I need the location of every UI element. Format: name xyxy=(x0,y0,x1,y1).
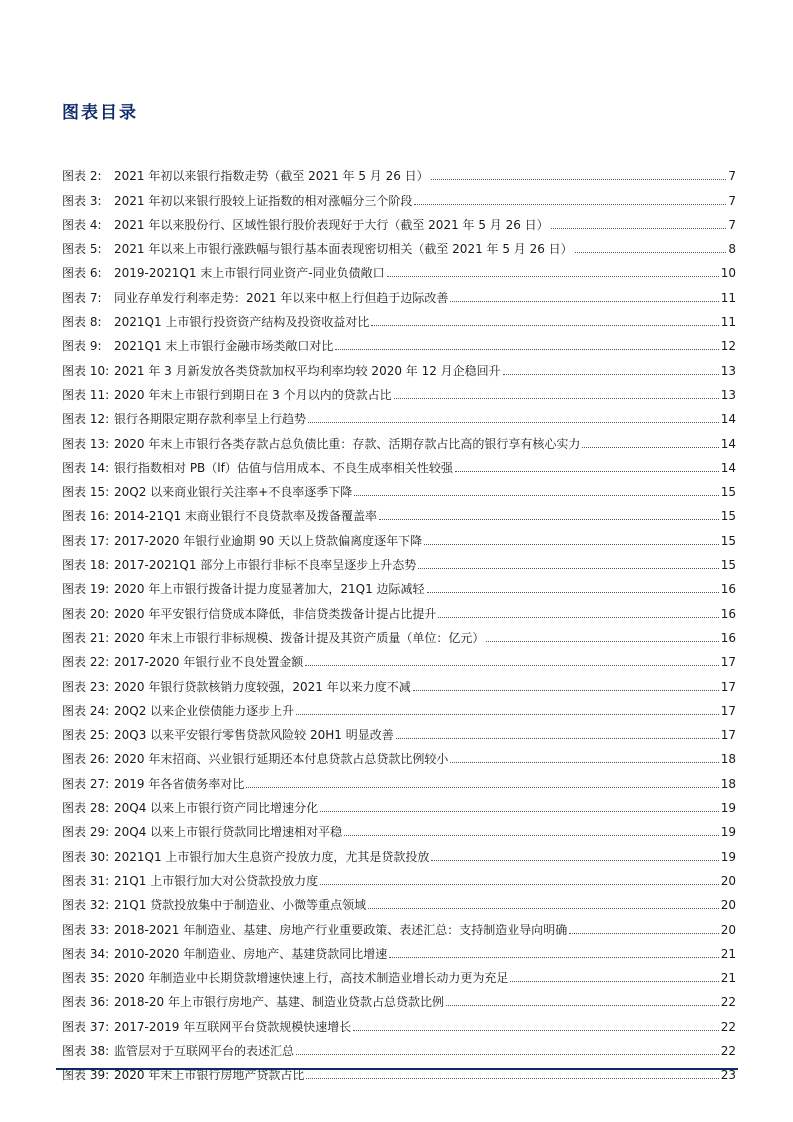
toc-entry-title: 2021Q1 末上市银行金融市场类敞口对比 xyxy=(114,339,334,354)
toc-entry-label: 图表 7: xyxy=(62,290,102,305)
toc-entry-page: 15 xyxy=(720,533,736,548)
toc-entry-title: 2017-2020 年银行业逾期 90 天以上贷款偏离度逐年下降 xyxy=(114,533,423,548)
toc-entry-label: 图表 9: xyxy=(62,339,102,354)
toc-entry-page: 16 xyxy=(720,606,736,621)
toc-entry-page: 23 xyxy=(720,1068,736,1083)
toc-entry-page: 15 xyxy=(720,485,736,500)
toc-entry-label: 图表 20: xyxy=(62,606,110,621)
toc-entry-title: 2021 年 3 月新发放各类贷款加权平均利率均较 2020 年 12 月企稳回升 xyxy=(114,363,501,378)
toc-entry-page: 22 xyxy=(720,995,736,1010)
toc-dot-leader xyxy=(320,883,719,885)
toc-entry-title: 20Q2 以来企业偿债能力逐步上升 xyxy=(114,703,295,718)
toc-dot-leader xyxy=(320,810,719,812)
toc-entry-page: 17 xyxy=(720,655,736,670)
toc-entry-title: 2017-2020 年银行业不良处置金额 xyxy=(114,655,304,670)
toc-entry[interactable] xyxy=(62,742,736,766)
toc-entry-page: 17 xyxy=(720,679,736,694)
toc-entry-label: 图表 15: xyxy=(62,485,110,500)
toc-entry-page: 7 xyxy=(728,169,736,184)
toc-entry-page: 16 xyxy=(720,582,736,597)
toc-entry[interactable] xyxy=(62,572,736,596)
toc-entry-label: 图表 24: xyxy=(62,703,110,718)
toc-entry-label: 图表 26: xyxy=(62,752,110,767)
toc-dot-leader xyxy=(446,1004,719,1006)
toc-dot-leader xyxy=(438,616,718,618)
toc-dot-leader xyxy=(414,203,726,205)
toc-entry-page: 19 xyxy=(720,849,736,864)
toc-entry-page: 19 xyxy=(720,801,736,816)
toc-entry-page: 21 xyxy=(720,971,736,986)
toc-dot-leader xyxy=(353,1029,718,1031)
toc-entry-label: 图表 25: xyxy=(62,728,110,743)
toc-entry[interactable] xyxy=(62,159,736,183)
toc-entry-label: 图表 36: xyxy=(62,995,110,1010)
toc-entry-title: 2021 年初以来银行指数走势（截至 2021 年 5 月 26 日） xyxy=(114,169,429,184)
toc-entry-page: 20 xyxy=(720,898,736,913)
toc-entry-page: 15 xyxy=(720,558,736,573)
toc-entry-page: 7 xyxy=(728,193,736,208)
toc-entry-label: 图表 2: xyxy=(62,169,102,184)
toc-entry[interactable] xyxy=(62,329,736,353)
toc-entry-title: 监管层对于互联网平台的表述汇总 xyxy=(114,1043,295,1058)
toc-entry-label: 图表 35: xyxy=(62,971,110,986)
toc-entry[interactable] xyxy=(62,1034,736,1058)
toc-entry[interactable] xyxy=(62,1058,736,1082)
toc-entry[interactable] xyxy=(62,718,736,742)
toc-entry[interactable] xyxy=(62,694,736,718)
toc-entry-label: 图表 5: xyxy=(62,242,102,257)
toc-entry-title: 2021 年以来上市银行涨跌幅与银行基本面表现密切相关（截至 2021 年 5 月 26 日） xyxy=(114,242,573,257)
toc-entry[interactable] xyxy=(62,888,736,912)
toc-entry-title: 21Q1 贷款投放集中于制造业、小微等重点领域 xyxy=(114,898,367,913)
toc-entry[interactable] xyxy=(62,523,736,547)
toc-entry-page: 19 xyxy=(720,825,736,840)
toc-entry-label: 图表 13: xyxy=(62,436,110,451)
toc-dot-leader xyxy=(503,373,719,375)
toc-dot-leader xyxy=(427,591,719,593)
toc-entry-title: 银行指数相对 PB（lf）估值与信用成本、不良生成率相关性较强 xyxy=(114,460,453,475)
toc-entry-page: 8 xyxy=(728,242,736,257)
toc-entry-page: 10 xyxy=(720,266,736,281)
toc-entry-title: 2020 年末上市银行到期日在 3 个月以内的贷款占比 xyxy=(114,387,392,402)
toc-entry-label: 图表 4: xyxy=(62,217,102,232)
toc-entry-label: 图表 3: xyxy=(62,193,102,208)
toc-entry-page: 13 xyxy=(720,387,736,402)
toc-entry-label: 图表 28: xyxy=(62,801,110,816)
toc-entry-page: 17 xyxy=(720,703,736,718)
toc-dot-leader xyxy=(389,956,718,958)
toc-entry-page: 12 xyxy=(720,339,736,354)
toc-entry[interactable] xyxy=(62,232,736,256)
toc-entry-title: 20Q4 以来上市银行贷款同比增速相对平稳 xyxy=(114,825,343,840)
toc-entry[interactable] xyxy=(62,596,736,620)
toc-entry[interactable] xyxy=(62,426,736,450)
toc-dot-leader xyxy=(344,834,719,836)
toc-dot-leader xyxy=(305,664,718,666)
toc-entry-label: 图表 8: xyxy=(62,315,102,330)
toc-dot-leader xyxy=(368,907,719,909)
toc-entry-label: 图表 16: xyxy=(62,509,110,524)
toc-entry-page: 20 xyxy=(720,873,736,888)
toc-entry-label: 图表 30: xyxy=(62,849,110,864)
toc-entry-title: 2017-2019 年互联网平台贷款规模快速增长 xyxy=(114,1019,352,1034)
toc-entry-title: 2021Q1 上市银行加大生息资产投放力度，尤其是贷款投放 xyxy=(114,849,430,864)
toc-entry[interactable] xyxy=(62,621,736,645)
toc-entry[interactable] xyxy=(62,645,736,669)
toc-entry-title: 2010-2020 年制造业、房地产、基建贷款同比增速 xyxy=(114,946,388,961)
toc-entry-title: 21Q1 上市银行加大对公贷款投放力度 xyxy=(114,873,319,888)
table-of-figures xyxy=(62,159,736,1082)
toc-dot-leader xyxy=(396,737,719,739)
toc-entry-page: 11 xyxy=(720,290,736,305)
toc-entry-label: 图表 23: xyxy=(62,679,110,694)
toc-entry-label: 图表 17: xyxy=(62,533,110,548)
toc-entry-page: 14 xyxy=(720,412,736,427)
toc-entry[interactable] xyxy=(62,669,736,693)
toc-entry-label: 图表 37: xyxy=(62,1019,110,1034)
toc-dot-leader xyxy=(335,348,718,350)
toc-entry[interactable] xyxy=(62,499,736,523)
toc-entry[interactable] xyxy=(62,1009,736,1033)
toc-dot-leader xyxy=(371,324,718,326)
toc-entry-label: 图表 18: xyxy=(62,558,110,573)
toc-entry[interactable] xyxy=(62,548,736,572)
toc-entry-page: 16 xyxy=(720,630,736,645)
toc-entry-page: 11 xyxy=(720,315,736,330)
toc-entry-title: 2020 年上市银行拨备计提力度显著加大，21Q1 边际减轻 xyxy=(114,582,425,597)
toc-entry[interactable] xyxy=(62,451,736,475)
toc-dot-leader xyxy=(387,275,719,277)
toc-entry-title: 2021 年初以来银行股较上证指数的相对涨幅分三个阶段 xyxy=(114,193,413,208)
toc-entry-title: 2020 年末上市银行各类存款占总负债比重：存款、活期存款占比高的银行享有核心实力 xyxy=(114,436,581,451)
toc-entry[interactable] xyxy=(62,815,736,839)
toc-entry-label: 图表 33: xyxy=(62,922,110,937)
toc-entry-title: 2020 年制造业中长期贷款增速快速上行，高技术制造业增长动力更为充足 xyxy=(114,971,509,986)
toc-dot-leader xyxy=(575,251,726,253)
toc-entry-title: 2020 年末上市银行房地产贷款占比 xyxy=(114,1068,305,1083)
page-title: 图表目录 xyxy=(62,103,138,123)
toc-entry-title: 2020 年末招商、兴业银行延期还本付息贷款占总贷款比例较小 xyxy=(114,752,449,767)
toc-entry[interactable] xyxy=(62,280,736,304)
toc-dot-leader xyxy=(394,397,719,399)
toc-entry-title: 2014-21Q1 末商业银行不良贷款率及拨备覆盖率 xyxy=(114,509,378,524)
toc-entry-page: 20 xyxy=(720,922,736,937)
toc-entry-page: 18 xyxy=(720,776,736,791)
toc-entry-page: 15 xyxy=(720,509,736,524)
toc-entry-title: 同业存单发行利率走势：2021 年以来中枢上行但趋于边际改善 xyxy=(114,290,449,305)
toc-entry[interactable] xyxy=(62,353,736,377)
toc-entry[interactable] xyxy=(62,791,736,815)
toc-entry-title: 2020 年银行贷款核销力度较强，2021 年以来力度不减 xyxy=(114,679,411,694)
toc-entry-label: 图表 6: xyxy=(62,266,102,281)
toc-entry-title: 2021Q1 上市银行投资资产结构及投资收益对比 xyxy=(114,315,370,330)
toc-entry-title: 银行各期限定期存款利率呈上行趋势 xyxy=(114,412,307,427)
toc-entry-title: 2020 年平安银行信贷成本降低，非信贷类拨备计提占比提升 xyxy=(114,606,437,621)
toc-dot-leader xyxy=(296,1053,719,1055)
toc-entry-label: 图表 19: xyxy=(62,582,110,597)
toc-entry-page: 17 xyxy=(720,728,736,743)
toc-entry-page: 13 xyxy=(720,363,736,378)
toc-dot-leader xyxy=(431,859,718,861)
toc-entry[interactable] xyxy=(62,402,736,426)
toc-entry-title: 2019-2021Q1 末上市银行同业资产-同业负债敞口 xyxy=(114,266,385,281)
toc-dot-leader xyxy=(582,446,718,448)
toc-dot-leader xyxy=(354,494,718,496)
toc-dot-leader xyxy=(379,518,719,520)
toc-dot-leader xyxy=(413,689,719,691)
toc-entry-title: 2018-2021 年制造业、基建、房地产行业重要政策、表述汇总：支持制造业导向明确 xyxy=(114,922,568,937)
toc-dot-leader xyxy=(424,543,719,545)
toc-entry[interactable] xyxy=(62,183,736,207)
toc-entry-page: 22 xyxy=(720,1019,736,1034)
toc-entry-label: 图表 38: xyxy=(62,1043,110,1058)
toc-dot-leader xyxy=(418,567,718,569)
toc-dot-leader xyxy=(455,470,719,472)
toc-entry-label: 图表 22: xyxy=(62,655,110,670)
toc-entry-title: 2020 年末上市银行非标规模、拨备计提及其资产质量（单位：亿元） xyxy=(114,630,485,645)
toc-entry[interactable] xyxy=(62,766,736,790)
toc-entry-label: 图表 39: xyxy=(62,1068,110,1083)
toc-entry-label: 图表 32: xyxy=(62,898,110,913)
toc-entry-title: 20Q4 以来上市银行资产同比增速分化 xyxy=(114,801,319,816)
toc-entry-label: 图表 21: xyxy=(62,630,110,645)
toc-dot-leader xyxy=(569,932,718,934)
toc-dot-leader xyxy=(551,227,726,229)
toc-entry-title: 20Q2 以来商业银行关注率+不良率逐季下降 xyxy=(114,485,353,500)
toc-entry[interactable] xyxy=(62,208,736,232)
toc-dot-leader xyxy=(246,786,718,788)
toc-dot-leader xyxy=(296,713,719,715)
toc-entry-title: 2018-20 年上市银行房地产、基建、制造业贷款占总贷款比例 xyxy=(114,995,444,1010)
toc-entry-page: 18 xyxy=(720,752,736,767)
toc-entry-label: 图表 31: xyxy=(62,873,110,888)
toc-entry-page: 14 xyxy=(720,460,736,475)
toc-entry-page: 14 xyxy=(720,436,736,451)
toc-entry[interactable] xyxy=(62,256,736,280)
toc-dot-leader xyxy=(486,640,718,642)
toc-entry-title: 2021 年以来股份行、区域性银行股价表现好于大行（截至 2021 年 5 月 26 日） xyxy=(114,217,549,232)
toc-entry-label: 图表 29: xyxy=(62,825,110,840)
toc-dot-leader xyxy=(450,761,718,763)
toc-dot-leader xyxy=(450,300,718,302)
bottom-divider xyxy=(56,1068,738,1070)
toc-entry-label: 图表 11: xyxy=(62,387,110,402)
toc-entry[interactable] xyxy=(62,839,736,863)
toc-entry-title: 2019 年各省债务率对比 xyxy=(114,776,245,791)
toc-entry-page: 22 xyxy=(720,1043,736,1058)
toc-entry[interactable] xyxy=(62,378,736,402)
toc-entry-page: 21 xyxy=(720,946,736,961)
toc-entry[interactable] xyxy=(62,305,736,329)
toc-entry[interactable] xyxy=(62,912,736,936)
toc-entry[interactable] xyxy=(62,475,736,499)
toc-entry[interactable] xyxy=(62,864,736,888)
toc-entry-page: 7 xyxy=(728,217,736,232)
toc-entry-label: 图表 14: xyxy=(62,460,110,475)
toc-dot-leader xyxy=(306,1077,718,1079)
toc-entry-label: 图表 10: xyxy=(62,363,110,378)
toc-entry-label: 图表 34: xyxy=(62,946,110,961)
toc-entry-title: 20Q3 以来平安银行零售贷款风险较 20H1 明显改善 xyxy=(114,728,394,743)
toc-entry-label: 图表 27: xyxy=(62,776,110,791)
toc-entry-label: 图表 12: xyxy=(62,412,110,427)
toc-entry-title: 2017-2021Q1 部分上市银行非标不良率呈逐步上升态势 xyxy=(114,558,417,573)
toc-dot-leader xyxy=(308,421,719,423)
toc-entry[interactable] xyxy=(62,961,736,985)
toc-dot-leader xyxy=(431,178,726,180)
toc-dot-leader xyxy=(510,980,718,982)
toc-entry[interactable] xyxy=(62,937,736,961)
toc-entry[interactable] xyxy=(62,985,736,1009)
